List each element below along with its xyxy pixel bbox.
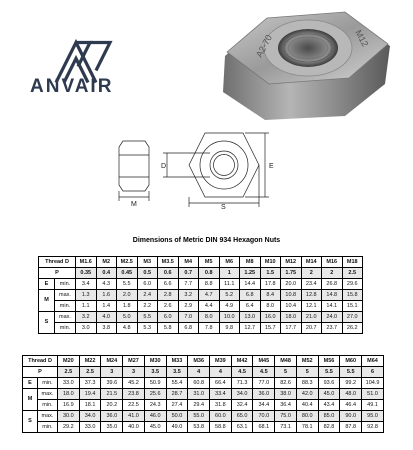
table-cell: 1.25: [240, 268, 261, 279]
thread-size-header: M56: [318, 356, 340, 367]
thread-size-header: M30: [144, 356, 166, 367]
table-cell: 63.1: [231, 422, 253, 433]
thread-size-header: M6: [219, 257, 240, 268]
table-cell: 21.5: [101, 389, 123, 400]
thread-size-header: M24: [101, 356, 123, 367]
nut-stamp-size: M12: [353, 28, 371, 49]
row-label: S: [23, 411, 38, 433]
table-cell: 4.7: [199, 290, 220, 301]
table-cell: 3.2: [76, 312, 97, 323]
table-row: [39, 323, 363, 334]
row-sublabel: max.: [55, 290, 76, 301]
table-cell: 11.1: [219, 279, 240, 290]
table-cell: 0.45: [117, 268, 138, 279]
table-cell: 8.0: [199, 312, 220, 323]
table-cell: 9.8: [219, 323, 240, 334]
table-cell: 8.4: [260, 290, 281, 301]
table-cell: 33.4: [210, 389, 232, 400]
table-row: [39, 268, 363, 279]
table-cell: 0.5: [137, 268, 158, 279]
table-cell: 20.0: [281, 279, 302, 290]
table-cell: 33.0: [58, 378, 80, 389]
thread-size-header: M20: [58, 356, 80, 367]
table-cell: 16.9: [58, 400, 80, 411]
table-cell: 45.2: [123, 378, 145, 389]
table-cell: 0.4: [96, 268, 117, 279]
table-row: [23, 367, 384, 378]
table-row: [23, 389, 384, 400]
table-cell: 5.5: [137, 312, 158, 323]
table-cell: 2.5: [342, 268, 363, 279]
table-cell: 40.4: [296, 400, 318, 411]
table-row: [39, 312, 363, 323]
table-row: [39, 290, 363, 301]
table-cell: 17.8: [260, 279, 281, 290]
table-cell: 51.0: [362, 389, 384, 400]
table-cell: 3.2: [178, 290, 199, 301]
table-cell: 10.4: [281, 301, 302, 312]
table-cell: 0.7: [178, 268, 199, 279]
table-cell: 3.8: [96, 323, 117, 334]
thread-size-header: M16: [322, 257, 343, 268]
thread-size-header: M42: [231, 356, 253, 367]
table-cell: 3.5: [166, 367, 188, 378]
table-cell: 4.5: [253, 367, 275, 378]
thread-size-header: M64: [362, 356, 384, 367]
spec-table-large: [22, 355, 384, 433]
table-cell: 27.0: [342, 312, 363, 323]
table-cell: 73.1: [275, 422, 297, 433]
table-cell: 1.3: [76, 290, 97, 301]
table-cell: 60.0: [210, 411, 232, 422]
table-cell: 34.4: [253, 400, 275, 411]
table-cell: 6.8: [240, 290, 261, 301]
table-cell: 6: [362, 367, 384, 378]
label-s: S: [221, 204, 226, 210]
table-cell: 1.75: [281, 268, 302, 279]
table-cell: 6.4: [240, 301, 261, 312]
table-cell: 5: [275, 367, 297, 378]
thread-size-header: M33: [166, 356, 188, 367]
table-cell: 93.6: [318, 378, 340, 389]
table-cell: 2.8: [158, 290, 179, 301]
thread-size-header: M3.5: [158, 257, 179, 268]
table-cell: 34.0: [231, 389, 253, 400]
table-cell: 49.1: [362, 400, 384, 411]
table-cell: 46.0: [144, 411, 166, 422]
table-cell: 58.8: [210, 422, 232, 433]
table-cell: 3.4: [76, 279, 97, 290]
table-cell: 4.4: [199, 301, 220, 312]
table-cell: 37.3: [79, 378, 101, 389]
table-cell: 36.0: [101, 411, 123, 422]
table-cell: 65.0: [231, 411, 253, 422]
table-cell: 49.0: [166, 422, 188, 433]
table-cell: 80.0: [296, 411, 318, 422]
table-cell: 2.5: [79, 367, 101, 378]
table-cell: 75.0: [275, 411, 297, 422]
table-cell: 16.0: [260, 312, 281, 323]
table-cell: 5.2: [219, 290, 240, 301]
table-cell: 1.5: [260, 268, 281, 279]
table-cell: 2.9: [178, 301, 199, 312]
nut-dimension-drawings: [105, 125, 320, 210]
table-cell: 5.3: [137, 323, 158, 334]
table-cell: 31.0: [188, 389, 210, 400]
table-row: [23, 411, 384, 422]
table-cell: 4.8: [117, 323, 138, 334]
table-cell: 18.1: [79, 400, 101, 411]
row-sublabel: max.: [55, 312, 76, 323]
brand-name: ANVAIR: [30, 76, 114, 97]
table-cell: 55.4: [166, 378, 188, 389]
table-cell: 2.2: [137, 301, 158, 312]
table-cell: 31.8: [210, 400, 232, 411]
table-cell: 5.8: [158, 323, 179, 334]
table-cell: 29.2: [58, 422, 80, 433]
table-cell: 4.0: [96, 312, 117, 323]
table-cell: 4.9: [219, 301, 240, 312]
table-cell: 18.0: [58, 389, 80, 400]
table-cell: 2.0: [117, 290, 138, 301]
row-sublabel: min.: [38, 422, 58, 433]
row-sublabel: min.: [55, 301, 76, 312]
table-cell: 2.5: [58, 367, 80, 378]
row-label: P: [39, 268, 76, 279]
table-cell: 24.0: [322, 312, 343, 323]
row-label: P: [23, 367, 58, 378]
table-cell: 23.7: [322, 323, 343, 334]
thread-size-header: M5: [199, 257, 220, 268]
table-cell: 10.0: [219, 312, 240, 323]
table-cell: 25.6: [144, 389, 166, 400]
table-cell: 95.0: [362, 411, 384, 422]
thread-size-header: M4: [178, 257, 199, 268]
table-cell: 99.2: [340, 378, 362, 389]
table-cell: 43.4: [318, 400, 340, 411]
table-row: [23, 378, 384, 389]
table-cell: 5.5: [117, 279, 138, 290]
table-cell: 6.6: [158, 279, 179, 290]
table-cell: 71.3: [231, 378, 253, 389]
table-cell: 7.0: [178, 312, 199, 323]
thread-header: Thread D: [23, 356, 58, 367]
table-cell: 78.1: [296, 422, 318, 433]
table-cell: 4: [188, 367, 210, 378]
row-label: E: [23, 378, 38, 389]
row-sublabel: min.: [55, 279, 76, 290]
table-cell: 39.6: [101, 378, 123, 389]
row-sublabel: min.: [38, 378, 58, 389]
row-sublabel: max.: [38, 411, 58, 422]
table-cell: 5.5: [318, 367, 340, 378]
spec-table-small: [38, 256, 363, 334]
table-cell: 24.3: [144, 400, 166, 411]
thread-size-header: M52: [296, 356, 318, 367]
thread-size-header: M2: [96, 257, 117, 268]
thread-size-header: M39: [210, 356, 232, 367]
label-d: D: [161, 163, 167, 170]
table-cell: 0.8: [199, 268, 220, 279]
row-sublabel: min.: [38, 400, 58, 411]
thread-size-header: M2.5: [117, 257, 138, 268]
table-cell: 5: [296, 367, 318, 378]
table-cell: 46.4: [340, 400, 362, 411]
table-cell: 1.6: [96, 290, 117, 301]
thread-size-header: M18: [342, 257, 363, 268]
table-cell: 2.4: [137, 290, 158, 301]
table-cell: 1.1: [76, 301, 97, 312]
nut-stamp-grade: A2-70: [253, 33, 275, 59]
thread-size-header: M36: [188, 356, 210, 367]
table-cell: 4.5: [231, 367, 253, 378]
table-row: [23, 400, 384, 411]
table-cell: 22.5: [123, 400, 145, 411]
table-cell: 2: [301, 268, 322, 279]
table-cell: 5.5: [340, 367, 362, 378]
thread-size-header: M27: [123, 356, 145, 367]
table-cell: 36.0: [253, 389, 275, 400]
table-cell: 66.4: [210, 378, 232, 389]
row-sublabel: min.: [55, 323, 76, 334]
table-cell: 70.0: [253, 411, 275, 422]
table-cell: 6.0: [137, 279, 158, 290]
table-cell: 6.8: [178, 323, 199, 334]
table-cell: 21.0: [301, 312, 322, 323]
row-label: M: [39, 290, 55, 312]
table-cell: 13.0: [240, 312, 261, 323]
table-cell: 14.8: [322, 290, 343, 301]
table-cell: 5.0: [117, 312, 138, 323]
table-cell: 12.8: [301, 290, 322, 301]
table-cell: 15.7: [260, 323, 281, 334]
table-cell: 88.3: [296, 378, 318, 389]
table-cell: 19.4: [79, 389, 101, 400]
table-cell: 82.8: [318, 422, 340, 433]
table-cell: 82.6: [275, 378, 297, 389]
thread-size-header: M14: [301, 257, 322, 268]
table-cell: 53.8: [188, 422, 210, 433]
table-row: [39, 279, 363, 290]
table-cell: 85.0: [318, 411, 340, 422]
row-label: E: [39, 279, 55, 290]
table-cell: 38.0: [275, 389, 297, 400]
table-cell: 1.4: [96, 301, 117, 312]
table-cell: 3: [123, 367, 145, 378]
table-cell: 48.0: [340, 389, 362, 400]
table-cell: 3.0: [76, 323, 97, 334]
table-cell: 68.1: [253, 422, 275, 433]
table-cell: 4.3: [96, 279, 117, 290]
table-cell: 10.8: [281, 290, 302, 301]
table-cell: 32.4: [231, 400, 253, 411]
thread-size-header: M8: [240, 257, 261, 268]
table-cell: 26.8: [322, 279, 343, 290]
table-cell: 60.8: [188, 378, 210, 389]
thread-size-header: M1.6: [76, 257, 97, 268]
table-cell: 8.0: [260, 301, 281, 312]
table-cell: 2.6: [158, 301, 179, 312]
table-cell: 27.4: [166, 400, 188, 411]
thread-header: Thread D: [39, 257, 76, 268]
table-cell: 30.0: [58, 411, 80, 422]
table-cell: 29.6: [342, 279, 363, 290]
table-cell: 0.35: [76, 268, 97, 279]
table-cell: 7.8: [199, 323, 220, 334]
table-cell: 8.8: [199, 279, 220, 290]
table-cell: 2: [322, 268, 343, 279]
table-cell: 42.0: [296, 389, 318, 400]
thread-size-header: M60: [340, 356, 362, 367]
table-cell: 41.0: [123, 411, 145, 422]
table-cell: 45.0: [318, 389, 340, 400]
thread-size-header: M48: [275, 356, 297, 367]
table-cell: 87.8: [340, 422, 362, 433]
table-cell: 15.1: [342, 301, 363, 312]
table-cell: 17.7: [281, 323, 302, 334]
thread-size-header: M12: [281, 257, 302, 268]
table-cell: 1.8: [117, 301, 138, 312]
document-title: Dimensions of Metric DIN 934 Hexagon Nuts: [132, 237, 281, 244]
label-e: E: [269, 163, 274, 170]
thread-size-header: M45: [253, 356, 275, 367]
table-cell: 35.0: [101, 422, 123, 433]
table-cell: 3: [101, 367, 123, 378]
thread-size-header: M10: [260, 257, 281, 268]
table-cell: 33.0: [79, 422, 101, 433]
table-cell: 50.0: [166, 411, 188, 422]
thread-size-header: M3: [137, 257, 158, 268]
table-cell: 26.2: [342, 323, 363, 334]
table-cell: 12.7: [240, 323, 261, 334]
table-cell: 0.6: [158, 268, 179, 279]
table-cell: 20.2: [101, 400, 123, 411]
label-m: M: [131, 201, 137, 208]
table-cell: 45.0: [144, 422, 166, 433]
table-cell: 15.8: [342, 290, 363, 301]
table-cell: 14.1: [322, 301, 343, 312]
table-cell: 55.0: [188, 411, 210, 422]
table-cell: 14.4: [240, 279, 261, 290]
table-cell: 18.0: [281, 312, 302, 323]
row-sublabel: max.: [38, 389, 58, 400]
row-label: S: [39, 312, 55, 334]
table-cell: 34.0: [79, 411, 101, 422]
row-label: M: [23, 389, 38, 411]
table-row: [39, 301, 363, 312]
table-cell: 50.9: [144, 378, 166, 389]
table-cell: 3.5: [144, 367, 166, 378]
table-cell: 20.7: [301, 323, 322, 334]
table-cell: 6.0: [158, 312, 179, 323]
table-cell: 36.4: [275, 400, 297, 411]
table-cell: 29.4: [188, 400, 210, 411]
hex-nut-photo: [205, 6, 400, 126]
table-cell: 23.4: [301, 279, 322, 290]
table-cell: 4: [210, 367, 232, 378]
table-cell: 7.7: [178, 279, 199, 290]
thread-size-header: M22: [79, 356, 101, 367]
table-cell: 1: [219, 268, 240, 279]
table-cell: 77.0: [253, 378, 275, 389]
table-row: [23, 422, 384, 433]
table-cell: 23.8: [123, 389, 145, 400]
table-cell: 12.1: [301, 301, 322, 312]
table-cell: 28.7: [166, 389, 188, 400]
table-cell: 92.8: [362, 422, 384, 433]
table-cell: 90.0: [340, 411, 362, 422]
table-cell: 40.0: [123, 422, 145, 433]
table-cell: 104.9: [362, 378, 384, 389]
